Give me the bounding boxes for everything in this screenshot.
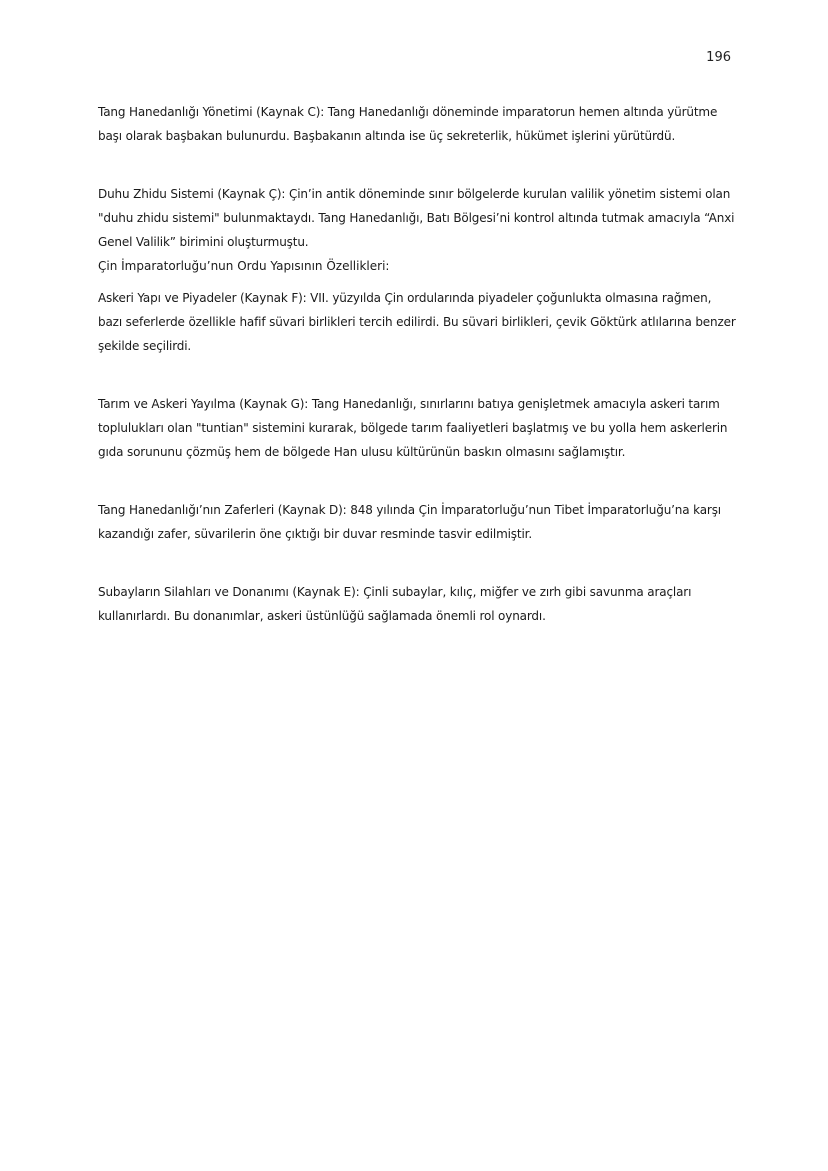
- section-heading-army-structure: Çin İmparatorluğu’nun Ordu Yapısının Özellikleri:: [98, 259, 390, 273]
- paragraph-tang-administration: Tang Hanedanlığı Yönetimi (Kaynak C): Tang Hanedanlığı döneminde imparatorun hemen altında yürütme başı olarak başbakan bulunurdu. Başbakanın altında ise üç sekreterlik, hükümet işlerini yürütürdü.: [98, 105, 718, 143]
- paragraph-tang-victories: Tang Hanedanlığı’nın Zaferleri (Kaynak D): 848 yılında Çin İmparatorluğu’nun Tibet İmparatorluğu’na karşı kazandığı zafer, süvarilerin öne çıktığı bir duvar resminde tasvir edilmiştir.: [98, 503, 721, 541]
- paragraph-agriculture-expansion: Tarım ve Askeri Yayılma (Kaynak G): Tang Hanedanlığı, sınırlarını batıya genişletmek amacıyla askeri tarım toplulukları olan "tuntian" sistemini kurarak, bölgede tarım faaliyetleri başlatmış ve bu yolla hem askerlerin gıda sorununu çözmüş hem de bölgede Han ulusu kültürünün baskın olmasını sağlamıştır.: [98, 397, 728, 459]
- paragraph-military-infantry: Askeri Yapı ve Piyadeler (Kaynak F): VII. yüzyılda Çin ordularında piyadeler çoğunlukta olmasına rağmen, bazı seferlerde özellikle hafif süvari birlikleri tercih edilirdi. Bu süvari birlikleri, çevik Göktürk atlılarına benzer şekilde seçilirdi.: [98, 291, 736, 353]
- paragraph-officer-weapons: Subayların Silahları ve Donanımı (Kaynak E): Çinli subaylar, kılıç, miğfer ve zırh gibi savunma araçları kullanırlardı. Bu donanımlar, askeri üstünlüğü sağlamada önemli rol oynardı.: [98, 585, 692, 623]
- paragraph-duhu-zhidu: Duhu Zhidu Sistemi (Kaynak Ç): Çin’in antik döneminde sınır bölgelerde kurulan valilik yönetim sistemi olan "duhu zhidu sistemi" bulunmaktaydı. Tang Hanedanlığı, Batı Bölgesi’ni kontrol altında tutmak amacıyla “Anxi Genel Valilik” birimini oluşturmuştu.: [98, 187, 735, 249]
- page-number: 196: [706, 50, 731, 65]
- document-body: [98, 100, 738, 628]
